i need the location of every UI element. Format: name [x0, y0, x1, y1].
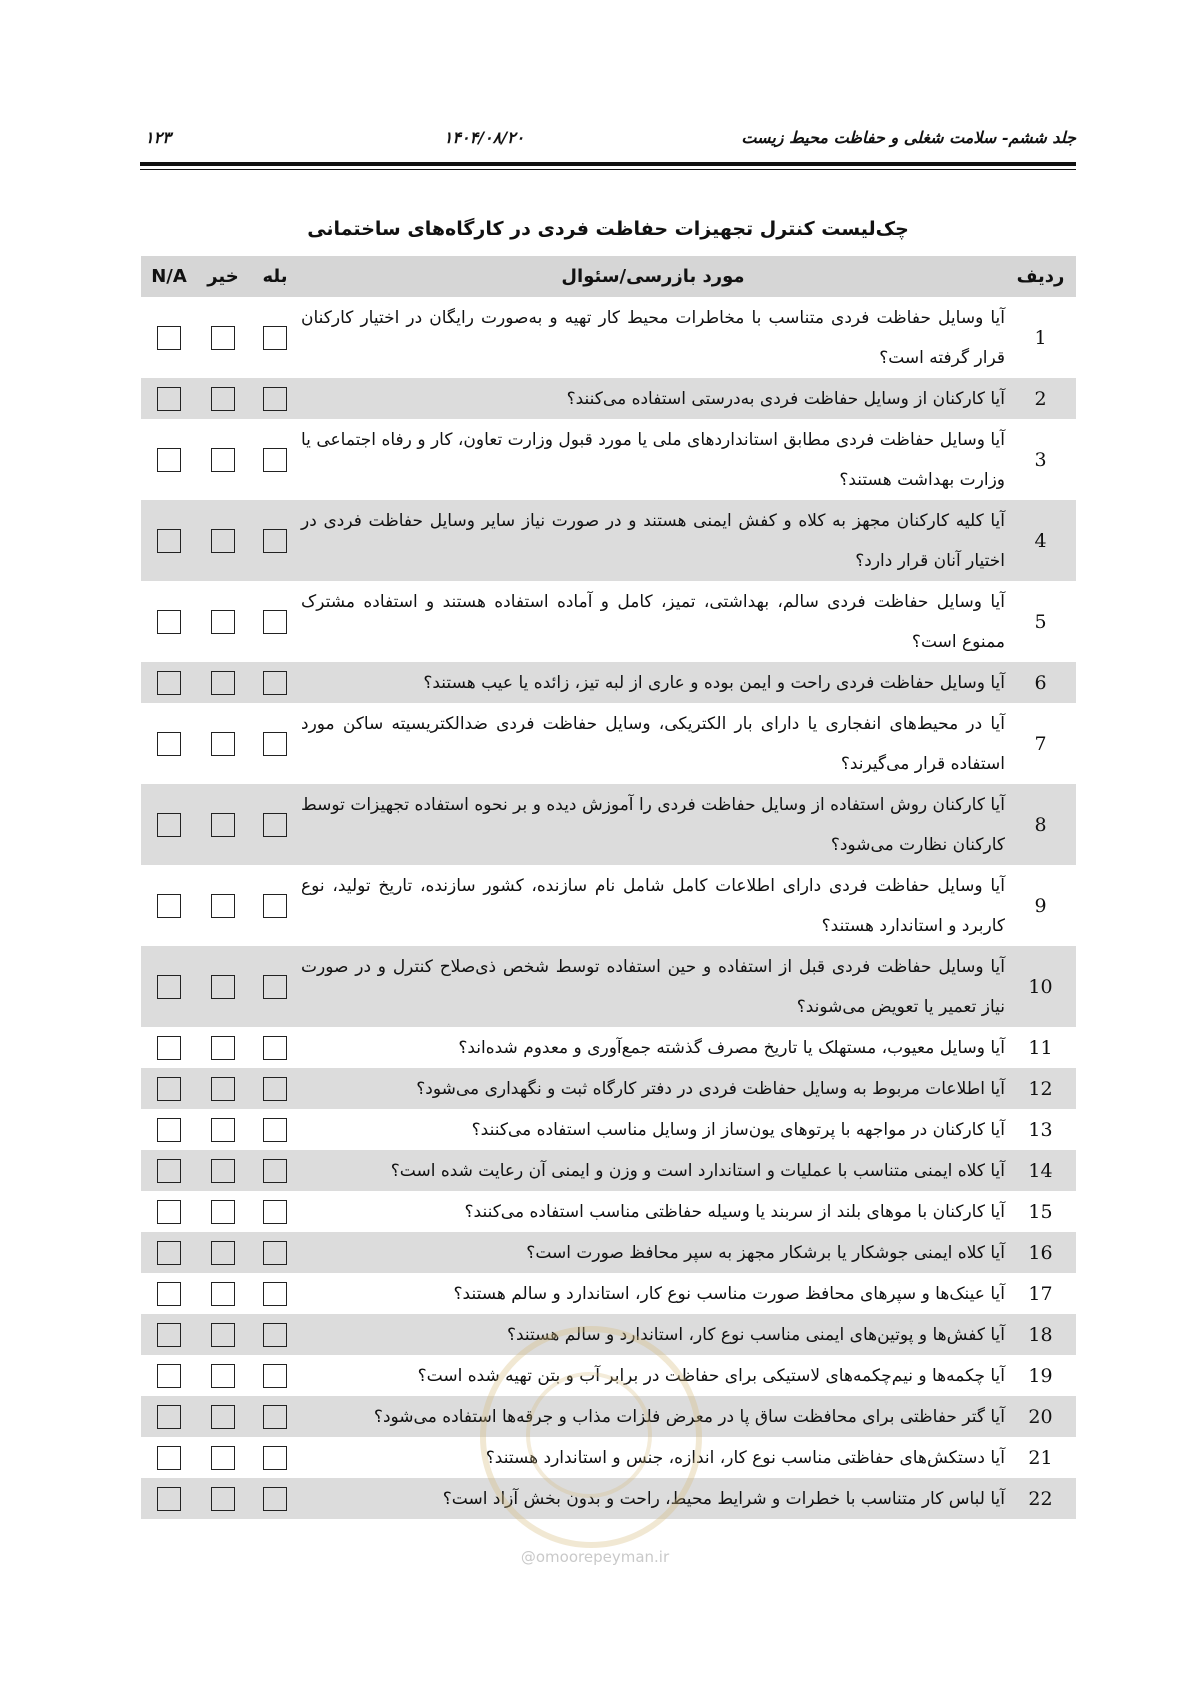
- checkbox-no[interactable]: [211, 671, 235, 695]
- checkbox-no[interactable]: [211, 1241, 235, 1265]
- table-row: [141, 865, 1076, 946]
- header-rule-thick: [140, 162, 1076, 166]
- table-row: [141, 703, 1076, 784]
- checkbox-yes[interactable]: [263, 1159, 287, 1183]
- cell-na: [141, 1396, 197, 1437]
- header-date: ۱۴۰۴/۰۸/۲۰: [443, 128, 525, 147]
- cell-na: [141, 1232, 197, 1273]
- checkbox-no[interactable]: [211, 1446, 235, 1470]
- cell-yes: [249, 1191, 301, 1232]
- checkbox-yes[interactable]: [263, 1077, 287, 1101]
- cell-no: [197, 1027, 249, 1068]
- question-text: آیا کلیه کارکنان مجهز به کلاه و کفش ایمنی هستند و در صورت نیاز سایر وسایل حفاظت فردی در اختیار آنان قرار دارد؟: [301, 500, 1005, 581]
- question-text: آیا لباس کار متناسب با خطرات و شرایط محیط، راحت و بدون بخش آزاد است؟: [301, 1478, 1005, 1519]
- row-number: 8: [1005, 784, 1076, 865]
- checkbox-na[interactable]: [157, 610, 181, 634]
- row-number: 13: [1028, 1118, 1053, 1141]
- row-number: 11: [1028, 1036, 1053, 1059]
- row-number: 5: [1034, 610, 1047, 633]
- cell-na: [141, 1355, 197, 1396]
- cell-no: [197, 1273, 249, 1314]
- col-header-row: ردیف: [1005, 256, 1076, 297]
- question-text: آیا وسایل حفاظت فردی قبل از استفاده و حین استفاده توسط شخص ذی‌صلاح کنترل و در صورت نیاز تعمیر یا تعویض می‌شوند؟: [301, 946, 1005, 1027]
- cell-na: [141, 662, 197, 703]
- question-text: آیا کارکنان با موهای بلند از سربند یا وسیله حفاظتی مناسب استفاده می‌کنند؟: [464, 1201, 1005, 1222]
- cell-na: [141, 1109, 197, 1150]
- col-header-no: خیر: [197, 256, 249, 297]
- cell-yes: [249, 1232, 301, 1273]
- cell-no: [197, 1232, 249, 1273]
- cell-na: [141, 1273, 197, 1314]
- checkbox-yes[interactable]: [263, 1446, 287, 1470]
- table-row: [141, 297, 1076, 378]
- table-row: [141, 1027, 1076, 1068]
- cell-yes: [249, 662, 301, 703]
- cell-yes: [249, 1273, 301, 1314]
- table-row: [141, 1232, 1076, 1273]
- row-number: 19: [1028, 1364, 1053, 1387]
- checkbox-yes[interactable]: [263, 732, 287, 756]
- checkbox-no[interactable]: [211, 813, 235, 837]
- checkbox-no[interactable]: [211, 1323, 235, 1347]
- checkbox-yes[interactable]: [263, 1282, 287, 1306]
- table-row: [141, 1191, 1076, 1232]
- question-text: آیا گتر حفاظتی برای محافظت ساق پا در معرض فلزات مذاب و جرقه‌ها استفاده می‌شود؟: [301, 1396, 1005, 1437]
- checkbox-yes[interactable]: [263, 387, 287, 411]
- cell-yes: [249, 419, 301, 500]
- cell-yes: [249, 784, 301, 865]
- col-header-yes: بله: [249, 256, 301, 297]
- table-row: [141, 1109, 1076, 1150]
- cell-na: [141, 1068, 197, 1109]
- row-number: 12: [1005, 1068, 1076, 1109]
- question-text: آیا چکمه‌ها و نیم‌چکمه‌های لاستیکی برای حفاظت در برابر آب و بتن تهیه شده است؟: [417, 1365, 1005, 1386]
- cell-no: [197, 1150, 249, 1191]
- row-number: 21: [1028, 1446, 1053, 1469]
- checkbox-no[interactable]: [211, 894, 235, 918]
- checkbox-no[interactable]: [211, 1118, 235, 1142]
- cell-yes: [249, 1068, 301, 1109]
- question-text: آیا کارکنان روش استفاده از وسایل حفاظت فردی را آموزش دیده و بر نحوه استفاده تجهیزات توسط کارکنان نظارت می‌شود؟: [301, 784, 1005, 865]
- cell-na: [141, 784, 197, 865]
- checkbox-na[interactable]: [157, 1487, 181, 1511]
- checkbox-na[interactable]: [157, 1282, 181, 1306]
- checkbox-na[interactable]: [157, 387, 181, 411]
- question-text: آیا در محیط‌های انفجاری یا دارای بار الکتریکی، وسایل حفاظت فردی ضدالکتریسیته ساکن مورد استفاده قرار می‌گیرند؟: [301, 713, 1005, 774]
- cell-na: [141, 581, 197, 662]
- checkbox-no[interactable]: [211, 610, 235, 634]
- row-number: 20: [1005, 1396, 1076, 1437]
- question-text: آیا وسایل حفاظت فردی سالم، بهداشتی، تمیز، کامل و آماده استفاده هستند و استفاده مشترک ممنوع است؟: [301, 591, 1005, 652]
- checkbox-no[interactable]: [211, 1077, 235, 1101]
- cell-yes: [249, 865, 301, 946]
- cell-na: [141, 378, 197, 419]
- row-number: 18: [1005, 1314, 1076, 1355]
- row-number: 15: [1028, 1200, 1053, 1223]
- cell-na: [141, 1027, 197, 1068]
- cell-no: [197, 662, 249, 703]
- cell-yes: [249, 500, 301, 581]
- cell-yes: [249, 1437, 301, 1478]
- cell-yes: [249, 1478, 301, 1519]
- question-text: آیا کارکنان در مواجهه با پرتوهای یون‌ساز از وسایل مناسب استفاده می‌کنند؟: [471, 1119, 1005, 1140]
- question-text: آیا وسایل حفاظت فردی راحت و ایمن بوده و عاری از لبه تیز، زائده یا عیب هستند؟: [301, 662, 1005, 703]
- checkbox-na[interactable]: [157, 1077, 181, 1101]
- table-row: [141, 1314, 1076, 1355]
- cell-no: [197, 784, 249, 865]
- cell-yes: [249, 1314, 301, 1355]
- row-number: 3: [1034, 448, 1047, 471]
- footer-watermark: @omoorepeyman.ir: [520, 1548, 670, 1566]
- checkbox-no[interactable]: [211, 326, 235, 350]
- row-number: 7: [1034, 732, 1047, 755]
- checkbox-na[interactable]: [157, 1405, 181, 1429]
- cell-no: [197, 500, 249, 581]
- row-number: 4: [1005, 500, 1076, 581]
- checkbox-yes[interactable]: [263, 671, 287, 695]
- cell-yes: [249, 1396, 301, 1437]
- checkbox-yes[interactable]: [263, 1036, 287, 1060]
- question-text: آیا کلاه ایمنی جوشکار یا برشکار مجهز به سپر محافظ صورت است؟: [301, 1232, 1005, 1273]
- checkbox-no[interactable]: [211, 387, 235, 411]
- checkbox-yes[interactable]: [263, 1323, 287, 1347]
- checkbox-na[interactable]: [157, 1118, 181, 1142]
- cell-yes: [249, 946, 301, 1027]
- cell-na: [141, 297, 197, 378]
- cell-yes: [249, 1150, 301, 1191]
- question-text: آیا اطلاعات مربوط به وسایل حفاظت فردی در دفتر کارگاه ثبت و نگهداری می‌شود؟: [301, 1068, 1005, 1109]
- table-row: [141, 1273, 1076, 1314]
- checklist-title: چک‌لیست کنترل تجهیزات حفاظت فردی در کارگاه‌های ساختمانی: [307, 218, 909, 240]
- cell-no: [197, 1109, 249, 1150]
- checkbox-no[interactable]: [211, 732, 235, 756]
- cell-no: [197, 1478, 249, 1519]
- volume-title: جلد ششم- سلامت شغلی و حفاظت محیط زیست: [741, 128, 1076, 147]
- cell-no: [197, 946, 249, 1027]
- row-number: 10: [1005, 946, 1076, 1027]
- row-number: 1: [1034, 326, 1047, 349]
- cell-na: [141, 1478, 197, 1519]
- cell-na: [141, 500, 197, 581]
- header-rule-thin: [140, 169, 1076, 170]
- cell-na: [141, 946, 197, 1027]
- cell-no: [197, 703, 249, 784]
- checkbox-yes[interactable]: [263, 448, 287, 472]
- table-row: [141, 1478, 1076, 1519]
- checkbox-yes[interactable]: [263, 1364, 287, 1388]
- table-row: [141, 1437, 1076, 1478]
- checkbox-na[interactable]: [157, 1241, 181, 1265]
- table-header-row: [141, 256, 1076, 297]
- checkbox-yes[interactable]: [263, 975, 287, 999]
- page-header: [140, 128, 1076, 150]
- cell-na: [141, 703, 197, 784]
- checkbox-yes[interactable]: [263, 1487, 287, 1511]
- row-number: 6: [1005, 662, 1076, 703]
- cell-yes: [249, 703, 301, 784]
- cell-no: [197, 378, 249, 419]
- checkbox-no[interactable]: [211, 529, 235, 553]
- checkbox-na[interactable]: [157, 975, 181, 999]
- cell-na: [141, 865, 197, 946]
- cell-yes: [249, 1027, 301, 1068]
- checkbox-yes[interactable]: [263, 1241, 287, 1265]
- checkbox-no[interactable]: [211, 975, 235, 999]
- checkbox-na[interactable]: [157, 529, 181, 553]
- checkbox-no[interactable]: [211, 448, 235, 472]
- table-row: [141, 1396, 1076, 1437]
- cell-yes: [249, 1109, 301, 1150]
- table-row: [141, 581, 1076, 662]
- question-text: آیا کلاه ایمنی متناسب با عملیات و استاندارد است و وزن و ایمنی آن رعایت شده است؟: [301, 1150, 1005, 1191]
- checkbox-yes[interactable]: [263, 326, 287, 350]
- checkbox-na[interactable]: [157, 1159, 181, 1183]
- checkbox-yes[interactable]: [263, 529, 287, 553]
- col-header-na: N/A: [141, 256, 197, 297]
- table-row: [141, 784, 1076, 865]
- cell-na: [141, 419, 197, 500]
- checkbox-yes[interactable]: [263, 1405, 287, 1429]
- cell-no: [197, 865, 249, 946]
- question-text: آیا وسایل حفاظت فردی متناسب با مخاطرات محیط کار تهیه و به‌صورت رایگان در اختیار کارکنان قرار گرفته است؟: [301, 307, 1005, 368]
- checkbox-na[interactable]: [157, 1446, 181, 1470]
- cell-no: [197, 1314, 249, 1355]
- table-row: [141, 500, 1076, 581]
- cell-na: [141, 1437, 197, 1478]
- cell-no: [197, 297, 249, 378]
- checkbox-no[interactable]: [211, 1405, 235, 1429]
- table-row: [141, 1150, 1076, 1191]
- checkbox-na[interactable]: [157, 1200, 181, 1224]
- checkbox-na[interactable]: [157, 813, 181, 837]
- table-row: [141, 662, 1076, 703]
- checkbox-yes[interactable]: [263, 1200, 287, 1224]
- col-header-question: مورد بازرسی/سئوال: [301, 256, 1005, 297]
- row-number: 22: [1005, 1478, 1076, 1519]
- question-text: آیا وسایل حفاظت فردی مطابق استانداردهای ملی یا مورد قبول وزارت تعاون، کار و رفاه اجتماعی یا وزارت بهداشت هستند؟: [301, 429, 1005, 490]
- checkbox-yes[interactable]: [263, 894, 287, 918]
- checkbox-na[interactable]: [157, 671, 181, 695]
- table-row: [141, 1068, 1076, 1109]
- checkbox-na[interactable]: [157, 326, 181, 350]
- question-text: آیا وسایل حفاظت فردی دارای اطلاعات کامل شامل نام سازنده، کشور سازنده، تاریخ تولید، نوع کاربرد و استاندارد هستند؟: [301, 875, 1005, 936]
- checkbox-no[interactable]: [211, 1159, 235, 1183]
- cell-yes: [249, 581, 301, 662]
- cell-yes: [249, 1355, 301, 1396]
- table-row: [141, 419, 1076, 500]
- table-row: [141, 1355, 1076, 1396]
- cell-yes: [249, 378, 301, 419]
- checkbox-no[interactable]: [211, 1282, 235, 1306]
- checkbox-na[interactable]: [157, 1323, 181, 1347]
- cell-na: [141, 1191, 197, 1232]
- cell-no: [197, 1191, 249, 1232]
- checkbox-no[interactable]: [211, 1364, 235, 1388]
- row-number: 14: [1005, 1150, 1076, 1191]
- checkbox-na[interactable]: [157, 894, 181, 918]
- checkbox-na[interactable]: [157, 732, 181, 756]
- checkbox-na[interactable]: [157, 448, 181, 472]
- cell-no: [197, 1437, 249, 1478]
- row-number: 9: [1034, 894, 1047, 917]
- table-row: [141, 946, 1076, 1027]
- question-text: آیا وسایل معیوب، مستهلک یا تاریخ مصرف گذشته جمع‌آوری و معدوم شده‌اند؟: [458, 1037, 1005, 1058]
- cell-no: [197, 581, 249, 662]
- cell-no: [197, 1355, 249, 1396]
- checkbox-no[interactable]: [211, 1036, 235, 1060]
- checkbox-na[interactable]: [157, 1036, 181, 1060]
- question-text: آیا کارکنان از وسایل حفاظت فردی به‌درستی استفاده می‌کنند؟: [301, 378, 1005, 419]
- table-row: [141, 378, 1076, 419]
- cell-no: [197, 1068, 249, 1109]
- checkbox-yes[interactable]: [263, 813, 287, 837]
- row-number: 16: [1005, 1232, 1076, 1273]
- question-text: آیا کفش‌ها و پوتین‌های ایمنی مناسب نوع کار، استاندارد و سالم هستند؟: [301, 1314, 1005, 1355]
- row-number: 2: [1005, 378, 1076, 419]
- checklist-table: [141, 256, 1076, 1519]
- cell-yes: [249, 297, 301, 378]
- page-number: ۱۲۳: [145, 128, 171, 147]
- checkbox-na[interactable]: [157, 1364, 181, 1388]
- cell-no: [197, 419, 249, 500]
- checkbox-no[interactable]: [211, 1200, 235, 1224]
- cell-no: [197, 1396, 249, 1437]
- checkbox-no[interactable]: [211, 1487, 235, 1511]
- cell-na: [141, 1314, 197, 1355]
- checkbox-yes[interactable]: [263, 610, 287, 634]
- question-text: آیا دستکش‌های حفاظتی مناسب نوع کار، اندازه، جنس و استاندارد هستند؟: [485, 1447, 1005, 1468]
- checkbox-yes[interactable]: [263, 1118, 287, 1142]
- question-text: آیا عینک‌ها و سپرهای محافظ صورت مناسب نوع کار، استاندارد و سالم هستند؟: [453, 1283, 1005, 1304]
- row-number: 17: [1028, 1282, 1053, 1305]
- cell-na: [141, 1150, 197, 1191]
